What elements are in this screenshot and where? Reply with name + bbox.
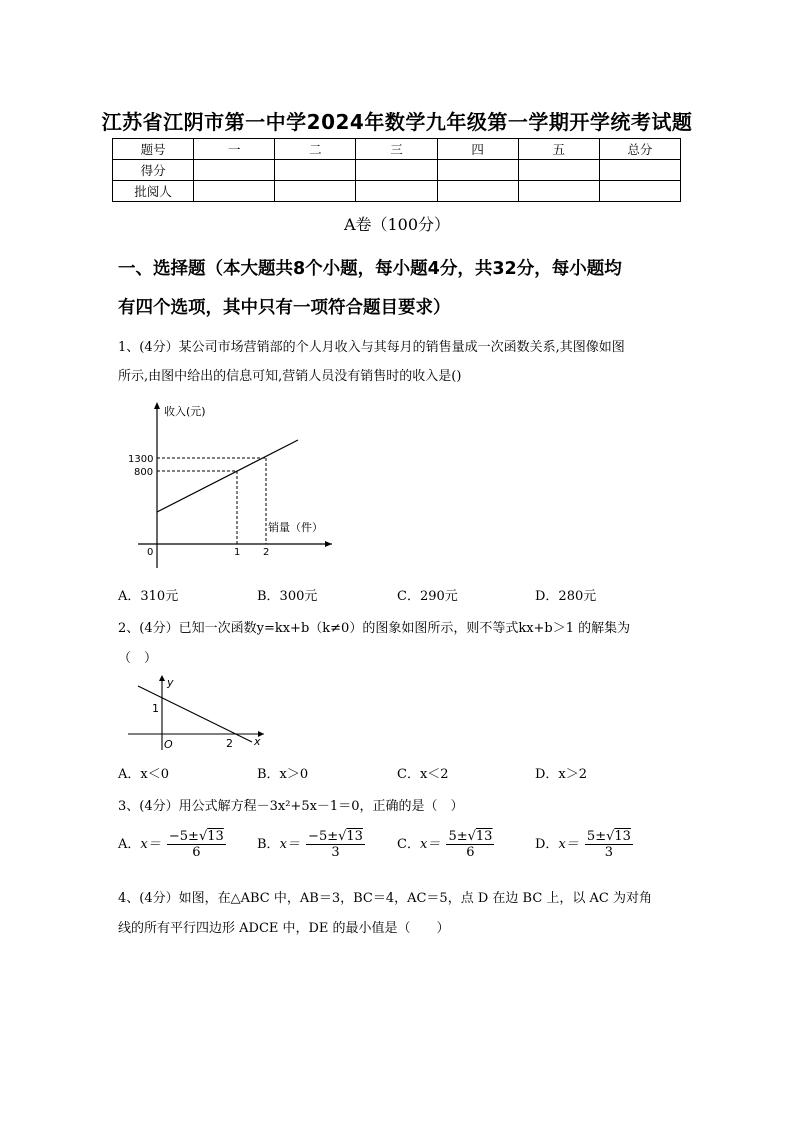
q3-option-c-fraction: [446, 829, 494, 860]
q1-x-tick-1: 1: [234, 547, 241, 558]
q3-option-b: [257, 829, 365, 860]
score-header-cell: 二: [275, 139, 356, 160]
score-header-cell: 总分: [599, 139, 680, 160]
q3-option-b-denominator: 3: [331, 845, 340, 860]
score-header-cell: 三: [356, 139, 437, 160]
q3-option-b-label: B．: [257, 837, 280, 852]
q3-option-d-var: x＝: [558, 837, 579, 852]
q3-option-c-label: C．: [397, 837, 420, 852]
score-table-header-row: [113, 139, 681, 160]
q2-y-tick: 1: [152, 702, 159, 715]
q1-text-line2: 所示,由图中给出的信息可知,营销人员没有销售时的收入是(): [118, 369, 462, 384]
q1-option-a: A．310元: [118, 589, 179, 604]
q2-option-b: B．x＞0: [257, 767, 309, 782]
score-header-cell: 四: [437, 139, 518, 160]
q1-y-tick-1300: 1300: [128, 454, 154, 465]
score-cell: [356, 181, 437, 202]
score-cell: [437, 181, 518, 202]
q1-income-line: [157, 440, 298, 512]
score-cell: [275, 181, 356, 202]
q2-text-line1: 2、(4分）已知一次函数y=kx+b（k≠0）的图象如图所示，则不等式kx+b＞1 的解集为: [118, 621, 631, 636]
q2-x-label: x: [254, 735, 261, 748]
q1-option-d: D．280元: [535, 589, 597, 604]
q2-origin-label: O: [164, 738, 173, 751]
q3-option-d-denominator: 3: [604, 845, 614, 860]
q3-option-b-radicand: 13: [346, 829, 363, 844]
q3-option-a-num-pre: −5±: [168, 829, 199, 844]
q1-y-arrow: [154, 402, 160, 409]
q3-option-c-var: x＝: [419, 837, 441, 852]
q4-text-line1: 4、(4分）如图，在△ABC 中，AB＝3，BC＝4，AC＝5，点 D 在边 BC 上，以 AC 为对角: [118, 891, 652, 906]
q3-option-c-num-pre: 5±: [448, 829, 468, 844]
q3-option-b-fraction: [306, 829, 365, 860]
q2-x-tick: 2: [226, 737, 233, 750]
q3-option-c-radicand: 13: [475, 829, 493, 844]
q3-option-c-denominator: 6: [466, 845, 475, 860]
score-cell: [518, 181, 599, 202]
q1-option-b: B．300元: [257, 589, 318, 604]
q1-y-label: 收入(元): [164, 405, 206, 418]
section-heading-line1: 一、选择题（本大题共8个小题，每小题4分，共32分，每小题均: [118, 259, 622, 279]
score-row-label: 得分: [113, 160, 194, 181]
q3-option-a: [118, 829, 226, 860]
score-table-row: [113, 160, 681, 181]
score-header-cell: 五: [518, 139, 599, 160]
q3-option-a-radicand: 13: [207, 829, 224, 844]
q1-chart: [120, 398, 340, 570]
score-cell: [194, 160, 275, 181]
juan-heading: A卷（100分）: [343, 215, 451, 234]
q1-x-arrow: [325, 541, 332, 547]
score-cell: [194, 181, 275, 202]
q3-option-a-denominator: 6: [192, 845, 201, 860]
score-cell: [356, 160, 437, 181]
q3-text-line1: 3、(4分）用公式解方程－3x²+5x－1＝0，正确的是（ ）: [118, 799, 464, 814]
score-header-cell: 一: [194, 139, 275, 160]
q3-option-c-numerator: 5±√13: [448, 829, 493, 844]
q3-option-d-label: D．: [535, 837, 559, 852]
q2-graph: [124, 672, 274, 752]
q1-x-label: 销量（件）: [268, 521, 323, 534]
q3-option-a-fraction: [167, 829, 226, 860]
q3-option-a-numerator: −5±√13: [168, 829, 224, 844]
q3-option-d-fraction: [585, 829, 633, 860]
q4-text-line2: 线的所有平行四边形 ADCE 中，DE 的最小值是（ ）: [118, 921, 450, 936]
q3-option-a-label: A．: [118, 837, 141, 852]
q3-option-d: [535, 829, 633, 860]
q3-option-b-numerator: −5±√13: [308, 829, 363, 844]
score-table-row: [113, 181, 681, 202]
score-table: [112, 138, 681, 202]
q3-option-c: [397, 829, 494, 860]
q3-option-b-var: x＝: [279, 837, 300, 852]
q1-option-c: C．290元: [397, 589, 458, 604]
score-cell: [599, 160, 680, 181]
q1-origin-label: 0: [147, 547, 154, 558]
score-cell: [599, 181, 680, 202]
q2-y-arrow: [159, 675, 165, 681]
q1-text-line1: 1、(4分）某公司市场营销部的个人月收入与其每月的销售量成一次函数关系,其图像如图: [118, 340, 625, 355]
q2-option-d: D．x＞2: [535, 767, 588, 782]
section-heading-line2: 有四个选项，其中只有一项符合题目要求）: [118, 298, 451, 318]
q3-option-b-num-pre: −5±: [308, 829, 339, 844]
q2-option-c: C．x＜2: [397, 767, 449, 782]
q3-option-d-num-pre: 5±: [586, 829, 607, 844]
q2-text-line2: （ ）: [118, 651, 158, 666]
score-cell: [275, 160, 356, 181]
score-cell: [437, 160, 518, 181]
score-header-cell: 题号: [113, 139, 194, 160]
score-cell: [518, 160, 599, 181]
q1-x-tick-2: 2: [263, 547, 270, 558]
q3-option-d-radicand: 13: [614, 829, 631, 844]
q3-option-a-var: x＝: [140, 837, 161, 852]
page-title: 江苏省江阴市第一中学2024年数学九年级第一学期开学统考试题: [101, 110, 693, 134]
q3-option-d-numerator: 5±√13: [586, 829, 631, 844]
score-row-label: 批阅人: [113, 181, 194, 202]
q2-option-a: A．x＜0: [118, 767, 169, 782]
q1-y-tick-800: 800: [134, 467, 154, 478]
q2-y-label: y: [167, 676, 174, 689]
